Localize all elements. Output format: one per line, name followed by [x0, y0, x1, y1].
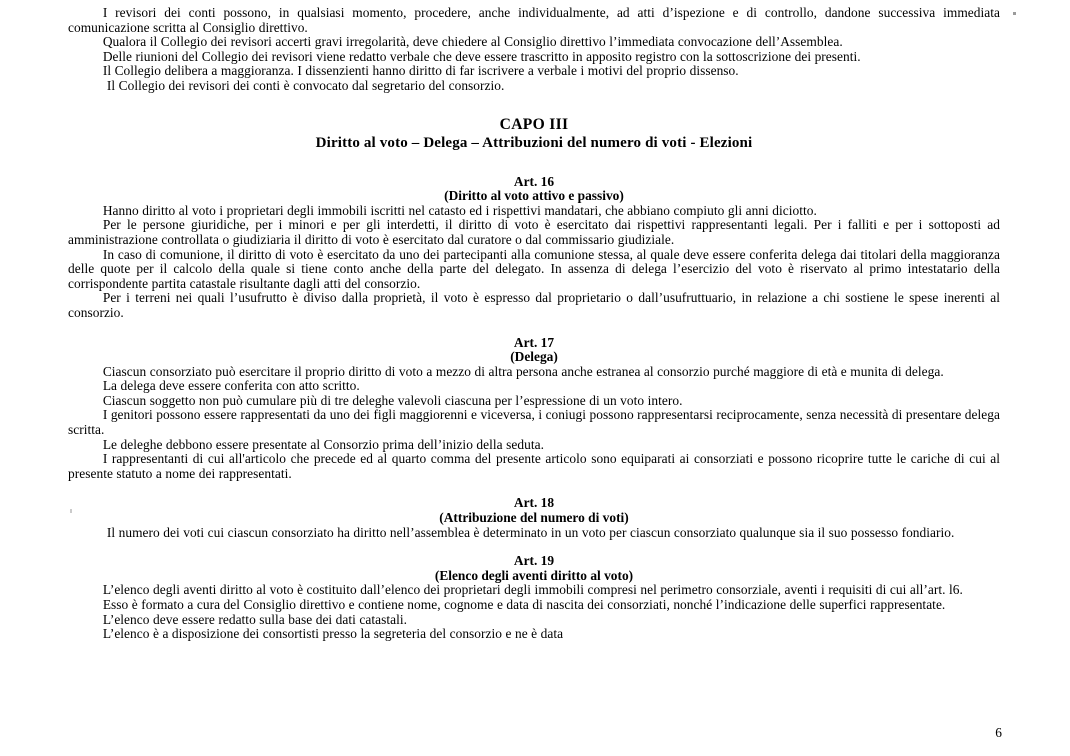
paragraph: Ciascun soggetto non può cumulare più di tre deleghe valevoli ciascuna per l’espressione di un voto intero. — [102, 392, 683, 408]
scan-artifact-speck — [1013, 12, 1016, 15]
paragraph: L’elenco degli aventi diritto al voto è costituito dall’elenco dei proprietari degli immobili compresi nel perimetro consorziale, aventi i requisiti di cui all’art. l6. — [102, 582, 963, 598]
paragraph: Il Collegio dei revisori dei conti è convocato dal segretario del consorzio. — [106, 77, 505, 93]
spacer — [68, 153, 1000, 175]
paragraph: I genitori possono essere rappresentati da uno dei figli maggiorenni e viceversa, i coniugi possono rappresentarsi reciprocamente, senza necessità di presentare delega scritta. — [68, 407, 1000, 438]
paragraph: La delega deve essere conferita con atto scritto. — [102, 378, 360, 394]
paragraph: I rappresentanti di cui all'articolo che precede ed al quarto comma del presente articolo sono equiparati ai consorziati e possono ricoprire tutte le cariche di cui al presente statuto a nome dei rappresentati. — [68, 451, 1000, 481]
article-title: (Elenco degli aventi diritto al voto) — [434, 567, 634, 583]
paragraph: I revisori dei conti possono, in qualsiasi momento, procedere, anche individualmente, ad atti d’ispezione e di controllo, dandone successiva immediata comunicazione scritta al Consiglio direttivo. — [68, 5, 1000, 35]
article-title: (Diritto al voto attivo e passivo) — [444, 188, 624, 204]
article-number: Art. 19 — [513, 553, 555, 569]
article-number: Art. 16 — [513, 173, 555, 189]
paragraph: L’elenco è a disposizione dei consortisti presso la segreteria del consorzio e ne è data — [102, 626, 564, 642]
page-number: 6 — [995, 725, 1002, 740]
article-title: (Delega) — [510, 349, 558, 365]
spacer — [68, 481, 1000, 496]
paragraph: Ciascun consorziato può esercitare il proprio diritto di voto a mezzo di altra persona anche estranea al consorzio purché maggiore di età e munita di delega. — [102, 363, 944, 379]
article-number: Art. 17 — [513, 334, 555, 350]
paragraph: Per i terreni nei quali l’usufrutto è diviso dalla proprietà, il voto è espresso dal proprietario o dall’usufruttuario, in relazione a chi sostiene le spese inerenti al consorzio. — [68, 290, 1000, 320]
paragraph: Esso è formato a cura del Consiglio direttivo e contiene nome, cognome e data di nascita dei consorziati, nonché l’indicazione delle superfici rappresentate. — [102, 597, 946, 612]
article-number: Art. 18 — [513, 495, 555, 511]
paragraph: Hanno diritto al voto i proprietari degli immobili iscritti nel catasto ed i rispettivi mandatari, che abbiano compiuto gli anni diciotto. — [102, 202, 817, 218]
capo-subtitle: Diritto al voto – Delega – Attribuzioni del numero di voti - Elezioni — [315, 134, 753, 151]
paragraph: L’elenco deve essere redatto sulla base dei dati catastali. — [102, 611, 408, 627]
paragraph: Qualora il Collegio dei revisori accerti gravi irregolarità, deve chiedere al Consiglio direttivo l’immediata convocazione dell’Assemblea. — [102, 34, 843, 50]
paragraph: Le deleghe debbono essere presentate al Consorzio prima dell’inizio della seduta. — [102, 436, 544, 452]
spacer — [68, 94, 1000, 115]
capo-heading — [68, 115, 1000, 153]
paragraph: Delle riunioni del Collegio dei revisori viene redatto verbale che deve essere trascritto in apposito registro con la sottoscrizione dei presenti. — [102, 48, 861, 64]
spacer — [68, 540, 1000, 554]
paragraph: Il numero dei voti cui ciascun consorziato ha diritto nell’assemblea è determinato in un voto per ciascun consorziato qualunque sia il suo possesso fondiario. — [106, 524, 955, 540]
spacer — [68, 321, 1000, 336]
document-text-block — [68, 6, 1000, 642]
capo-title: CAPO III — [499, 115, 569, 133]
paragraph: Il Collegio delibera a maggioranza. I dissenzienti hanno diritto di far iscrivere a verbale i motivi del proprio dissenso. — [102, 63, 739, 79]
article-title: (Attribuzione del numero di voti) — [439, 510, 629, 526]
paragraph: Per le persone giuridiche, per i minori e per gli interdetti, il diritto di voto è esercitato dai rispettivi rappresentanti legali. Per i falliti e per i sottoposti ad amministrazione controllata o giudiziaria il diritto di voto è esercitato dal curatore o dal commissario giudiziale. — [68, 217, 1000, 247]
paragraph: In caso di comunione, il diritto di voto è esercitato da uno dei partecipanti alla comunione stessa, al quale deve essere conferita delega dai titolari della maggioranza delle quote per il calcolo della quale si tiene conto anche della parte del delegato. In assenza di delega l’esercizio del voto è riservato al primo intestatario della corrispondente partita catastale risultante dagli atti del consorzio. — [68, 246, 1000, 291]
